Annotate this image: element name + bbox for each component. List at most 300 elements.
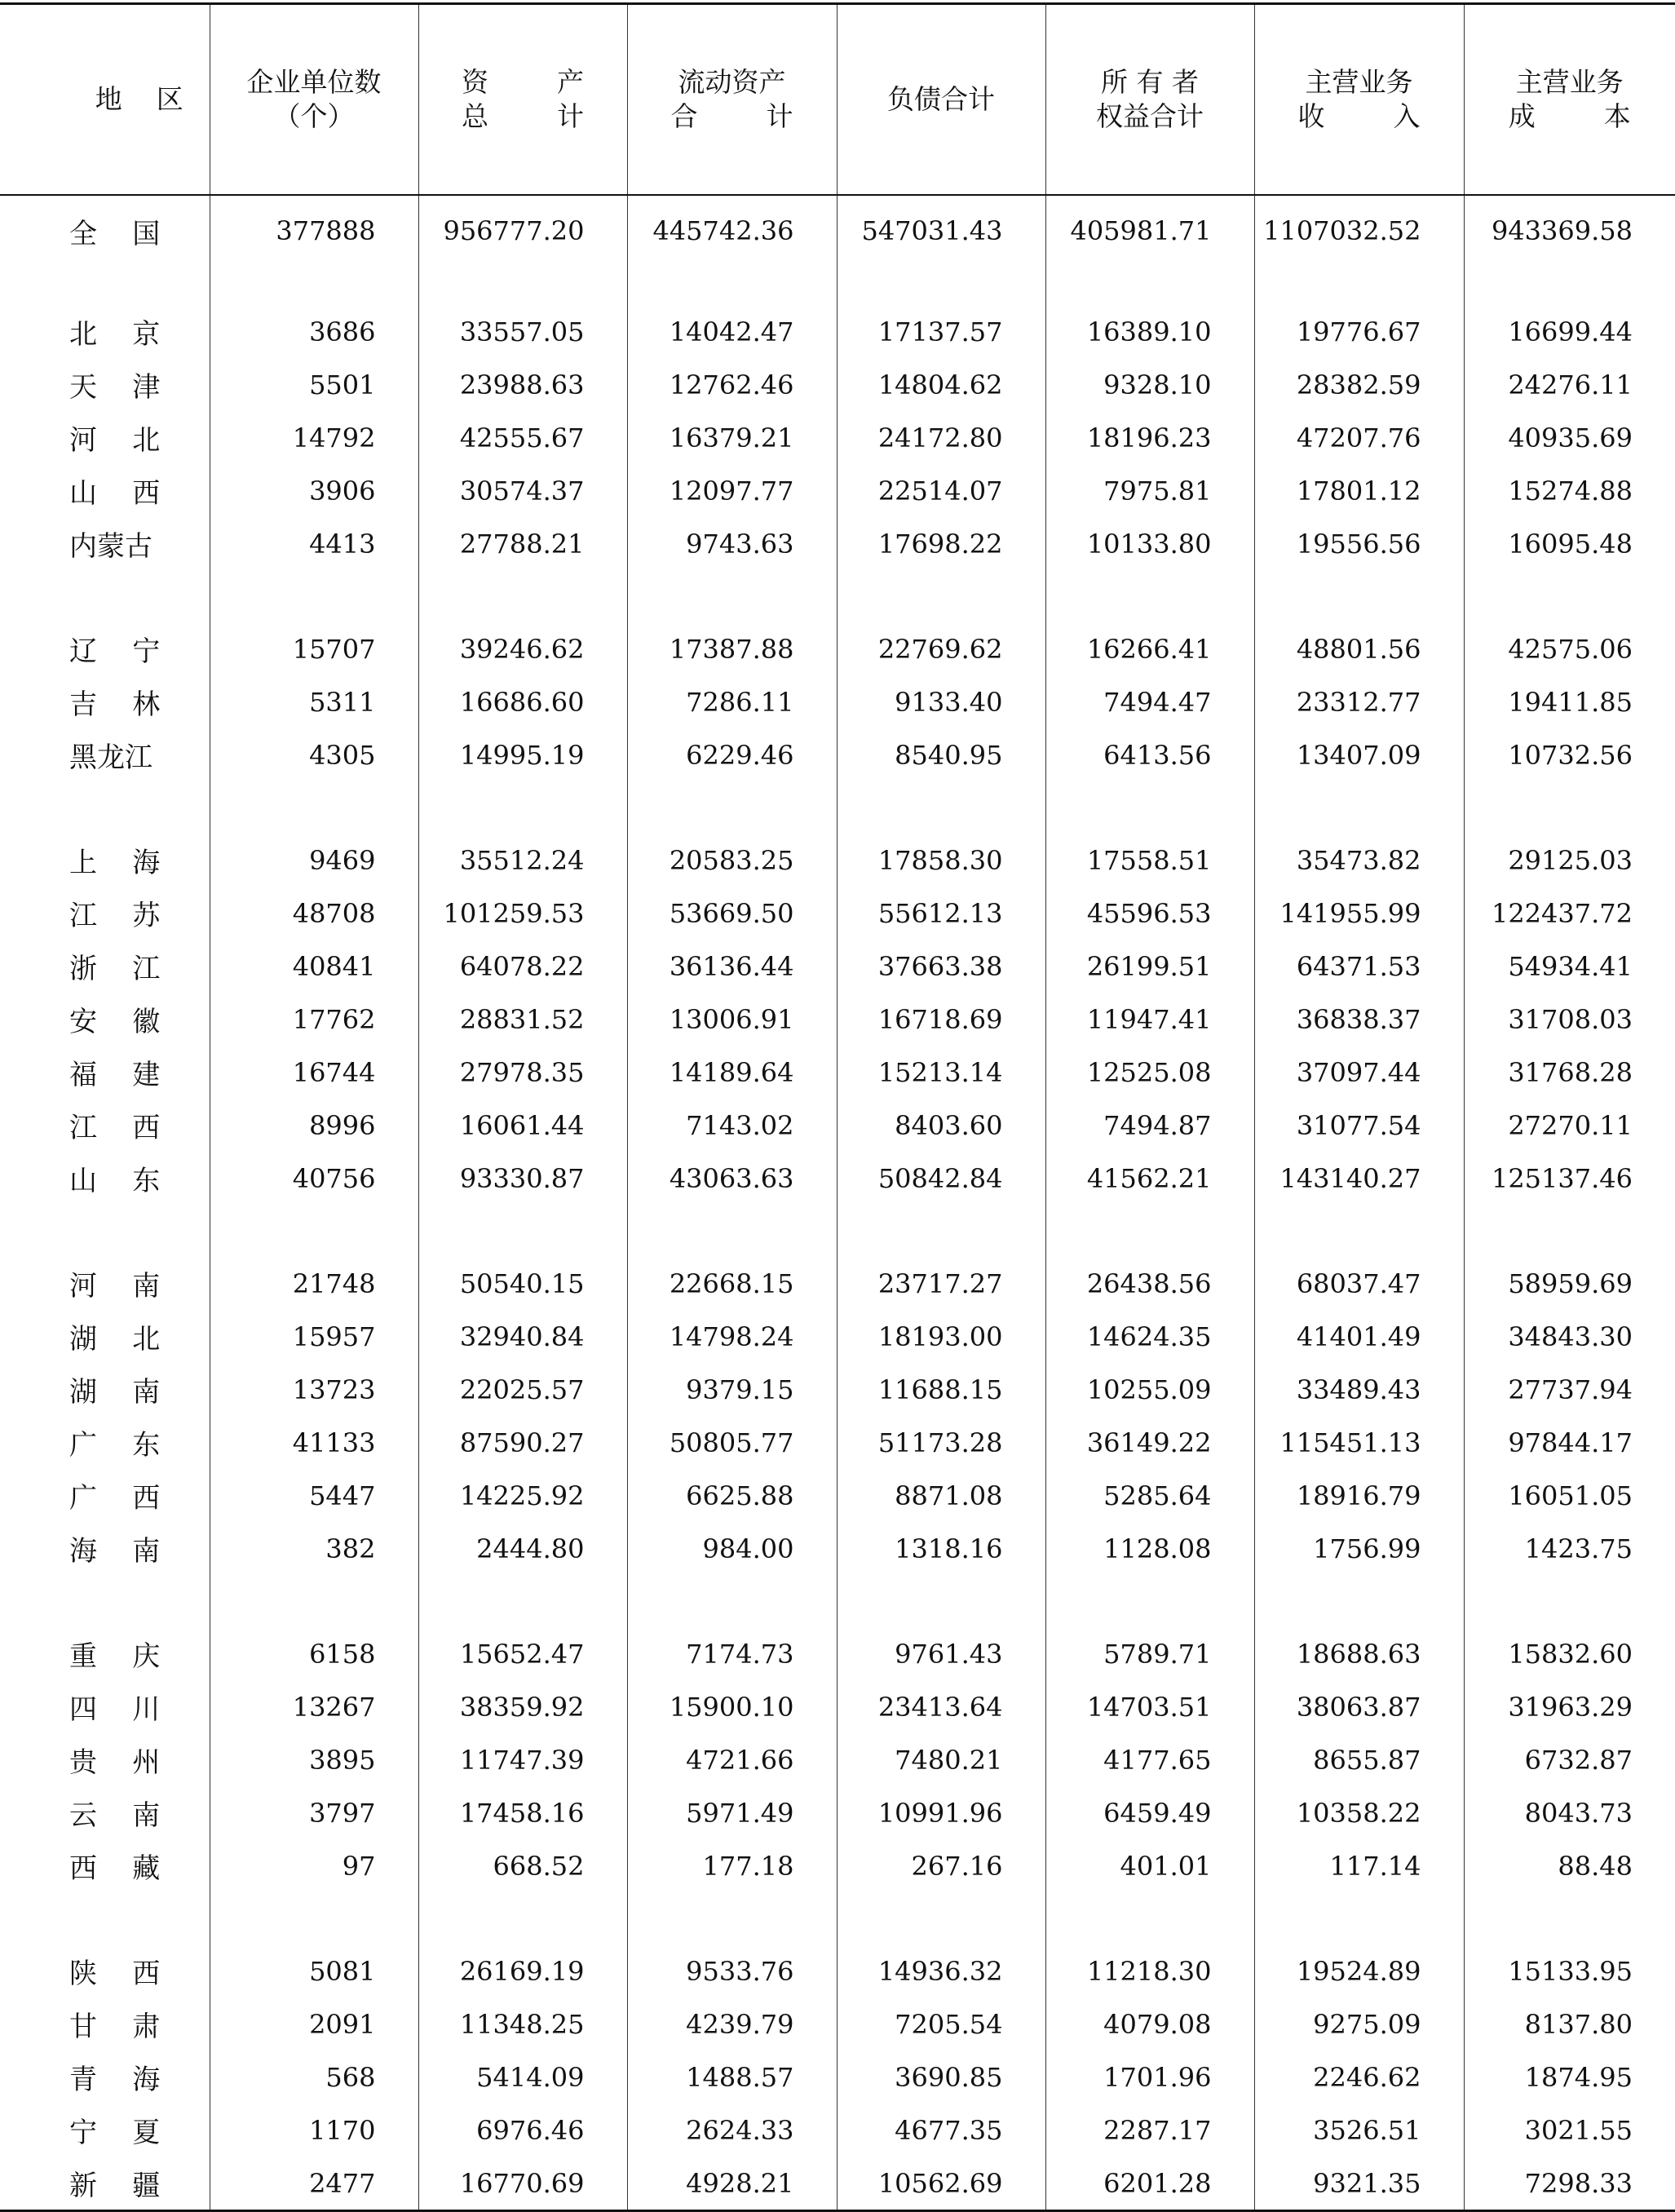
value-cell: 401.01 (1045, 1839, 1254, 1892)
table-row (0, 1257, 1675, 1310)
value-cell: 5414.09 (418, 2051, 627, 2104)
value-cell: 8137.80 (1464, 1997, 1675, 2051)
value-cell: 3895 (210, 1733, 418, 1786)
value-cell: 33489.43 (1254, 1363, 1464, 1416)
value-cell: 4721.66 (627, 1733, 837, 1786)
value-cell: 7286.11 (627, 675, 837, 728)
value-cell: 6459.49 (1045, 1786, 1254, 1839)
region-name: 山 东 (0, 1152, 210, 1205)
value-cell: 18193.00 (837, 1310, 1045, 1363)
spacer-cell (210, 259, 418, 305)
table-row (0, 358, 1675, 411)
value-cell: 377888 (210, 195, 418, 259)
value-cell: 1423.75 (1464, 1522, 1675, 1575)
value-cell: 10133.80 (1045, 517, 1254, 570)
value-cell: 50842.84 (837, 1152, 1045, 1205)
table-row (0, 1997, 1675, 2051)
value-cell: 15707 (210, 622, 418, 675)
region-name: 陕 西 (0, 1944, 210, 1997)
table-row (0, 1680, 1675, 1733)
region-name: 新 疆 (0, 2157, 210, 2211)
spacer-cell (627, 259, 837, 305)
value-cell: 88.48 (1464, 1839, 1675, 1892)
region-name: 重 庆 (0, 1627, 210, 1680)
value-cell: 37097.44 (1254, 1046, 1464, 1099)
region-name: 河 北 (0, 411, 210, 464)
value-cell: 12097.77 (627, 464, 837, 517)
value-cell: 37663.38 (837, 940, 1045, 993)
value-cell: 8540.95 (837, 728, 1045, 781)
value-cell: 47207.76 (1254, 411, 1464, 464)
value-cell: 3526.51 (1254, 2104, 1464, 2157)
value-cell: 5971.49 (627, 1786, 837, 1839)
spacer-cell (1254, 570, 1464, 622)
table-row (0, 305, 1675, 358)
header-line: 主营业务 (1255, 65, 1464, 100)
value-cell: 17137.57 (837, 305, 1045, 358)
value-cell: 8655.87 (1254, 1733, 1464, 1786)
value-cell: 19776.67 (1254, 305, 1464, 358)
value-cell: 956777.20 (418, 195, 627, 259)
header-col-6 (1464, 4, 1675, 196)
spacer-cell (1254, 1205, 1464, 1257)
value-cell: 22769.62 (837, 622, 1045, 675)
value-cell: 17762 (210, 993, 418, 1046)
header-line: 合 计 (628, 100, 837, 134)
spacer-cell (1254, 1892, 1464, 1944)
spacer-cell (1464, 781, 1675, 834)
value-cell: 27737.94 (1464, 1363, 1675, 1416)
table-row (0, 1310, 1675, 1363)
value-cell: 14624.35 (1045, 1310, 1254, 1363)
region-name: 贵 州 (0, 1733, 210, 1786)
table-row (0, 2051, 1675, 2104)
region-name: 西 藏 (0, 1839, 210, 1892)
spacer-cell (837, 1892, 1045, 1944)
value-cell: 14703.51 (1045, 1680, 1254, 1733)
value-cell: 9379.15 (627, 1363, 837, 1416)
group-spacer (0, 781, 1675, 834)
value-cell: 41133 (210, 1416, 418, 1469)
table-row (0, 887, 1675, 940)
value-cell: 445742.36 (627, 195, 837, 259)
value-cell: 6732.87 (1464, 1733, 1675, 1786)
value-cell: 40756 (210, 1152, 418, 1205)
spacer-cell (1045, 570, 1254, 622)
value-cell: 143140.27 (1254, 1152, 1464, 1205)
spacer-cell (627, 1205, 837, 1257)
value-cell: 15133.95 (1464, 1944, 1675, 1997)
value-cell: 10562.69 (837, 2157, 1045, 2211)
value-cell: 4079.08 (1045, 1997, 1254, 2051)
table-row (0, 411, 1675, 464)
value-cell: 6201.28 (1045, 2157, 1254, 2211)
header-col-5 (1254, 4, 1464, 196)
value-cell: 23988.63 (418, 358, 627, 411)
header-line: （个） (210, 100, 418, 134)
spacer-cell (418, 1575, 627, 1627)
region-name: 广 东 (0, 1416, 210, 1469)
spacer-cell (837, 1575, 1045, 1627)
statistics-table (0, 2, 1675, 2212)
value-cell: 4239.79 (627, 1997, 837, 2051)
value-cell: 24172.80 (837, 411, 1045, 464)
header-region: 地 区 (0, 4, 210, 196)
value-cell: 12525.08 (1045, 1046, 1254, 1099)
value-cell: 14798.24 (627, 1310, 837, 1363)
table-row (0, 464, 1675, 517)
spacer-cell (210, 1205, 418, 1257)
value-cell: 14792 (210, 411, 418, 464)
value-cell: 17801.12 (1254, 464, 1464, 517)
header-line: 权益合计 (1046, 100, 1254, 134)
region-name: 上 海 (0, 834, 210, 887)
table-row (0, 1627, 1675, 1680)
region-name: 山 西 (0, 464, 210, 517)
value-cell: 41401.49 (1254, 1310, 1464, 1363)
value-cell: 8871.08 (837, 1469, 1045, 1522)
region-name: 青 海 (0, 2051, 210, 2104)
national-total-row (0, 195, 1675, 259)
value-cell: 15213.14 (837, 1046, 1045, 1099)
value-cell: 9469 (210, 834, 418, 887)
value-cell: 97 (210, 1839, 418, 1892)
value-cell: 943369.58 (1464, 195, 1675, 259)
value-cell: 568 (210, 2051, 418, 2104)
header-col-0 (210, 4, 418, 196)
value-cell: 32940.84 (418, 1310, 627, 1363)
region-name: 北 京 (0, 305, 210, 358)
value-cell: 14189.64 (627, 1046, 837, 1099)
table-row (0, 2157, 1675, 2211)
value-cell: 39246.62 (418, 622, 627, 675)
value-cell: 35473.82 (1254, 834, 1464, 887)
value-cell: 16266.41 (1045, 622, 1254, 675)
value-cell: 2091 (210, 1997, 418, 2051)
value-cell: 22025.57 (418, 1363, 627, 1416)
region-name: 安 徽 (0, 993, 210, 1046)
value-cell: 8043.73 (1464, 1786, 1675, 1839)
spacer-cell (210, 570, 418, 622)
value-cell: 2246.62 (1254, 2051, 1464, 2104)
spacer-cell (1464, 1892, 1675, 1944)
header-line: 负债合计 (838, 82, 1045, 117)
value-cell: 7494.47 (1045, 675, 1254, 728)
value-cell: 5081 (210, 1944, 418, 1997)
value-cell: 16686.60 (418, 675, 627, 728)
value-cell: 19524.89 (1254, 1944, 1464, 1997)
value-cell: 2624.33 (627, 2104, 837, 2157)
value-cell: 15832.60 (1464, 1627, 1675, 1680)
value-cell: 13006.91 (627, 993, 837, 1046)
region-name: 江 西 (0, 1099, 210, 1152)
value-cell: 26199.51 (1045, 940, 1254, 993)
value-cell: 4177.65 (1045, 1733, 1254, 1786)
value-cell: 41562.21 (1045, 1152, 1254, 1205)
value-cell: 3797 (210, 1786, 418, 1839)
value-cell: 16095.48 (1464, 517, 1675, 570)
value-cell: 117.14 (1254, 1839, 1464, 1892)
value-cell: 10991.96 (837, 1786, 1045, 1839)
spacer-cell (1464, 1205, 1675, 1257)
group-spacer (0, 259, 1675, 305)
value-cell: 28382.59 (1254, 358, 1464, 411)
spacer-cell (0, 1205, 210, 1257)
value-cell: 5285.64 (1045, 1469, 1254, 1522)
header-col-1 (418, 4, 627, 196)
group-spacer (0, 1892, 1675, 1944)
table-row (0, 940, 1675, 993)
value-cell: 15652.47 (418, 1627, 627, 1680)
value-cell: 45596.53 (1045, 887, 1254, 940)
value-cell: 36838.37 (1254, 993, 1464, 1046)
table-row (0, 1363, 1675, 1416)
value-cell: 11348.25 (418, 1997, 627, 2051)
region-name: 浙 江 (0, 940, 210, 993)
value-cell: 5501 (210, 358, 418, 411)
value-cell: 16389.10 (1045, 305, 1254, 358)
table-row (0, 675, 1675, 728)
value-cell: 17858.30 (837, 834, 1045, 887)
table-row (0, 1416, 1675, 1469)
value-cell: 53669.50 (627, 887, 837, 940)
value-cell: 15900.10 (627, 1680, 837, 1733)
header-line: 成 本 (1465, 100, 1675, 134)
value-cell: 13407.09 (1254, 728, 1464, 781)
value-cell: 16770.69 (418, 2157, 627, 2211)
value-cell: 64078.22 (418, 940, 627, 993)
spacer-cell (1045, 259, 1254, 305)
header-col-2 (627, 4, 837, 196)
region-name: 四 川 (0, 1680, 210, 1733)
value-cell: 23312.77 (1254, 675, 1464, 728)
region-name: 福 建 (0, 1046, 210, 1099)
spacer-cell (1464, 570, 1675, 622)
region-name: 云 南 (0, 1786, 210, 1839)
value-cell: 31708.03 (1464, 993, 1675, 1046)
value-cell: 6229.46 (627, 728, 837, 781)
value-cell: 5447 (210, 1469, 418, 1522)
spacer-cell (418, 259, 627, 305)
spacer-cell (837, 259, 1045, 305)
spacer-cell (627, 1892, 837, 1944)
table-row (0, 1046, 1675, 1099)
value-cell: 38063.87 (1254, 1680, 1464, 1733)
region-name: 湖 北 (0, 1310, 210, 1363)
value-cell: 1756.99 (1254, 1522, 1464, 1575)
spacer-cell (0, 570, 210, 622)
value-cell: 11747.39 (418, 1733, 627, 1786)
value-cell: 17387.88 (627, 622, 837, 675)
value-cell: 4928.21 (627, 2157, 837, 2211)
table-row (0, 834, 1675, 887)
spacer-cell (627, 1575, 837, 1627)
spacer-cell (1045, 1892, 1254, 1944)
value-cell: 16061.44 (418, 1099, 627, 1152)
value-cell: 23413.64 (837, 1680, 1045, 1733)
header-line: 主营业务 (1465, 65, 1675, 100)
value-cell: 40935.69 (1464, 411, 1675, 464)
value-cell: 9328.10 (1045, 358, 1254, 411)
value-cell: 97844.17 (1464, 1416, 1675, 1469)
header-line: 收 入 (1255, 100, 1464, 134)
spacer-cell (1464, 1575, 1675, 1627)
value-cell: 122437.72 (1464, 887, 1675, 940)
value-cell: 29125.03 (1464, 834, 1675, 887)
table-row (0, 1733, 1675, 1786)
table-row (0, 1099, 1675, 1152)
value-cell: 14804.62 (837, 358, 1045, 411)
value-cell: 3690.85 (837, 2051, 1045, 2104)
value-cell: 17458.16 (418, 1786, 627, 1839)
value-cell: 22514.07 (837, 464, 1045, 517)
spacer-cell (210, 781, 418, 834)
value-cell: 16379.21 (627, 411, 837, 464)
header-col-4 (1045, 4, 1254, 196)
value-cell: 3021.55 (1464, 2104, 1675, 2157)
spacer-cell (0, 781, 210, 834)
value-cell: 27270.11 (1464, 1099, 1675, 1152)
value-cell: 7480.21 (837, 1733, 1045, 1786)
value-cell: 27978.35 (418, 1046, 627, 1099)
value-cell: 7174.73 (627, 1627, 837, 1680)
value-cell: 1128.08 (1045, 1522, 1254, 1575)
table-row (0, 728, 1675, 781)
value-cell: 33557.05 (418, 305, 627, 358)
region-name: 湖 南 (0, 1363, 210, 1416)
value-cell: 12762.46 (627, 358, 837, 411)
spacer-cell (418, 1892, 627, 1944)
value-cell: 7298.33 (1464, 2157, 1675, 2211)
value-cell: 7143.02 (627, 1099, 837, 1152)
value-cell: 50805.77 (627, 1416, 837, 1469)
value-cell: 1488.57 (627, 2051, 837, 2104)
table-row (0, 1944, 1675, 1997)
value-cell: 1318.16 (837, 1522, 1045, 1575)
value-cell: 22668.15 (627, 1257, 837, 1310)
spacer-cell (1045, 1205, 1254, 1257)
value-cell: 5789.71 (1045, 1627, 1254, 1680)
region-name: 甘 肃 (0, 1997, 210, 2051)
value-cell: 48708 (210, 887, 418, 940)
region-name: 宁 夏 (0, 2104, 210, 2157)
value-cell: 9761.43 (837, 1627, 1045, 1680)
value-cell: 48801.56 (1254, 622, 1464, 675)
value-cell: 17558.51 (1045, 834, 1254, 887)
value-cell: 7205.54 (837, 1997, 1045, 2051)
region-name: 江 苏 (0, 887, 210, 940)
table-row (0, 993, 1675, 1046)
value-cell: 87590.27 (418, 1416, 627, 1469)
value-cell: 6413.56 (1045, 728, 1254, 781)
header-line: 所 有 者 (1046, 65, 1254, 100)
value-cell: 6158 (210, 1627, 418, 1680)
region-name: 海 南 (0, 1522, 210, 1575)
value-cell: 984.00 (627, 1522, 837, 1575)
spacer-cell (210, 1575, 418, 1627)
value-cell: 16699.44 (1464, 305, 1675, 358)
value-cell: 13267 (210, 1680, 418, 1733)
region-name: 天 津 (0, 358, 210, 411)
value-cell: 10358.22 (1254, 1786, 1464, 1839)
value-cell: 14995.19 (418, 728, 627, 781)
value-cell: 17698.22 (837, 517, 1045, 570)
value-cell: 36149.22 (1045, 1416, 1254, 1469)
value-cell: 16744 (210, 1046, 418, 1099)
value-cell: 58959.69 (1464, 1257, 1675, 1310)
value-cell: 3686 (210, 305, 418, 358)
value-cell: 267.16 (837, 1839, 1045, 1892)
value-cell: 18916.79 (1254, 1469, 1464, 1522)
table-row (0, 622, 1675, 675)
value-cell: 31963.29 (1464, 1680, 1675, 1733)
value-cell: 9743.63 (627, 517, 837, 570)
value-cell: 4305 (210, 728, 418, 781)
region-name: 广 西 (0, 1469, 210, 1522)
value-cell: 14042.47 (627, 305, 837, 358)
table-body (0, 195, 1675, 2211)
spacer-cell (210, 1892, 418, 1944)
spacer-cell (837, 781, 1045, 834)
value-cell: 11688.15 (837, 1363, 1045, 1416)
spacer-cell (627, 570, 837, 622)
value-cell: 4413 (210, 517, 418, 570)
value-cell: 31768.28 (1464, 1046, 1675, 1099)
value-cell: 1107032.52 (1254, 195, 1464, 259)
value-cell: 26438.56 (1045, 1257, 1254, 1310)
header-row (0, 4, 1675, 196)
value-cell: 177.18 (627, 1839, 837, 1892)
group-spacer (0, 1205, 1675, 1257)
table-row (0, 2104, 1675, 2157)
value-cell: 55612.13 (837, 887, 1045, 940)
value-cell: 43063.63 (627, 1152, 837, 1205)
value-cell: 15957 (210, 1310, 418, 1363)
value-cell: 4677.35 (837, 2104, 1045, 2157)
region-name: 全 国 (0, 195, 210, 259)
spacer-cell (627, 781, 837, 834)
value-cell: 7975.81 (1045, 464, 1254, 517)
value-cell: 3906 (210, 464, 418, 517)
spacer-cell (1254, 1575, 1464, 1627)
spacer-cell (837, 1205, 1045, 1257)
table-row (0, 517, 1675, 570)
value-cell: 50540.15 (418, 1257, 627, 1310)
spacer-cell (1254, 259, 1464, 305)
value-cell: 28831.52 (418, 993, 627, 1046)
spacer-cell (1254, 781, 1464, 834)
value-cell: 15274.88 (1464, 464, 1675, 517)
value-cell: 115451.13 (1254, 1416, 1464, 1469)
value-cell: 21748 (210, 1257, 418, 1310)
value-cell: 16051.05 (1464, 1469, 1675, 1522)
spacer-cell (418, 781, 627, 834)
value-cell: 6976.46 (418, 2104, 627, 2157)
spacer-cell (1045, 781, 1254, 834)
value-cell: 8403.60 (837, 1099, 1045, 1152)
value-cell: 51173.28 (837, 1416, 1045, 1469)
value-cell: 42575.06 (1464, 622, 1675, 675)
region-name: 河 南 (0, 1257, 210, 1310)
table-row (0, 1839, 1675, 1892)
region-name: 吉 林 (0, 675, 210, 728)
value-cell: 7494.87 (1045, 1099, 1254, 1152)
spacer-cell (0, 1575, 210, 1627)
value-cell: 14225.92 (418, 1469, 627, 1522)
value-cell: 42555.67 (418, 411, 627, 464)
value-cell: 2287.17 (1045, 2104, 1254, 2157)
value-cell: 35512.24 (418, 834, 627, 887)
